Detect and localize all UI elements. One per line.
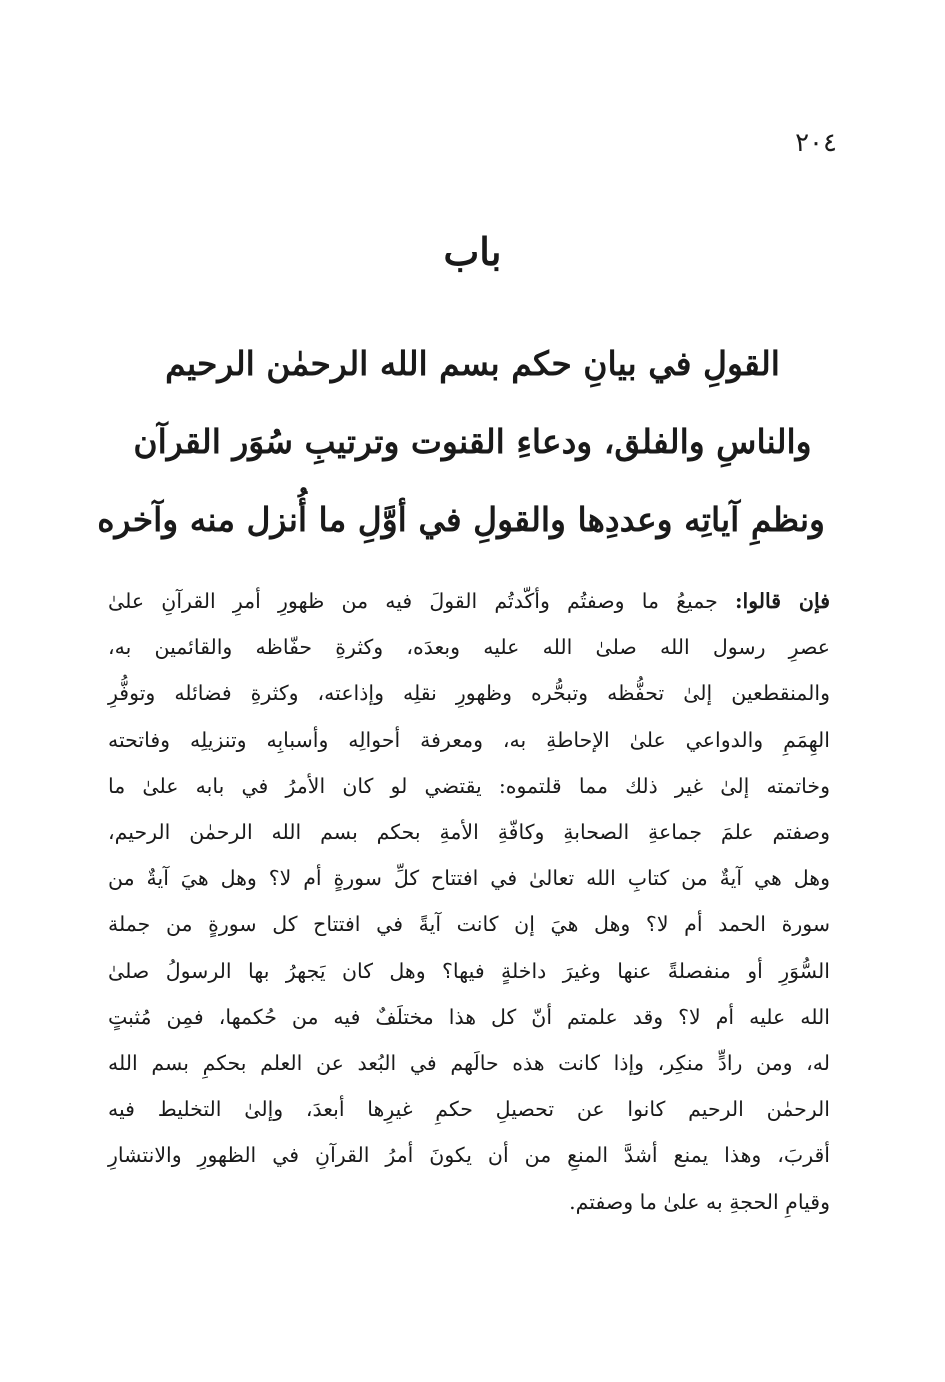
chapter-label: باب	[443, 229, 502, 274]
body-line: وهل هي آيةٌ من كتابِ الله تعالىٰ في افتتاح كلِّ سورةٍ أم لا؟ وهل هيَ آيةٌ من	[108, 866, 830, 891]
body-line-text: جميعُ ما وصفتُم وأكّدتُم القولَ فيه من ظهورِ أمرِ القرآنِ علىٰ	[108, 589, 735, 613]
body-line: السُّوَرِ أو منفصلةً عنها وغيرَ داخلةٍ فيها؟ وهل كان يَجهرُ بها الرسولُ صلىٰ	[108, 958, 830, 983]
chapter-title-line: والناسِ والفلق، ودعاءِ القنوت وترتيبِ سُوَر القرآن	[133, 422, 812, 461]
page-number: ٢٠٤	[795, 128, 837, 158]
body-line: وقيامِ الحجةِ به علىٰ ما وصفتم.	[569, 1189, 830, 1214]
chapter-title	[97, 325, 825, 559]
chapter-title-line: القولِ في بيانِ حكم بسم الله الرحمٰن الرحيم	[165, 344, 780, 383]
body-line: وصفتم علمَ جماعةِ الصحابةِ وكافّةِ الأمةِ بحكم بسم الله الرحمٰن الرحيم،	[108, 820, 830, 845]
chapter-title-line: ونظمِ آياتِه وعددِها والقولِ في أوَّلِ ما أُنزل منه وآخره	[97, 500, 825, 539]
body-line: الرحمٰن الرحيم كانوا عن تحصيلِ حكمِ غيرِها أبعدَ، وإلىٰ التخليط فيه	[108, 1097, 830, 1122]
body-line: الهِمَمِ والدواعي علىٰ الإحاطةِ به، ومعرفة أحوالِه وأسبابِه وتنزيلِه وفاتحته	[108, 727, 830, 752]
lead-phrase: فإن قالوا:	[734, 589, 831, 613]
body-paragraph	[108, 578, 830, 1225]
body-line: له، ومن رادٍّ منكِر، وإذا كانت هذه حالَهم في البُعد عن العلم بحكمِ بسم الله	[108, 1051, 830, 1076]
body-line: وخاتمته إلىٰ غير ذلك مما قلتموه: يقتضي لو كان الأمرُ في بابه علىٰ ما	[108, 773, 830, 798]
body-line: سورة الحمد أم لا؟ وهل هيَ إن كانت آيةً في افتتاح كل سورةٍ من جملة	[108, 912, 830, 937]
body-line: والمنقطعين إلىٰ تحفُّظه وتبحُّره وظهورِ نقلِه وإذاعته، وكثرةِ فضائله وتوفُّرِ	[108, 681, 830, 706]
body-line: الله عليه أم لا؟ وقد علمتم أنّ كل هذا مختلَفٌ فيه من حُكمها، فمِن مُثبتٍ	[108, 1004, 830, 1029]
body-line: عصرِ رسول الله صلىٰ الله عليه وبعدَه، وكثرةِ حفّاظه والقائمين به،	[108, 635, 830, 660]
body-line: أقربَ، وهذا يمنع أشدَّ المنعِ من أن يكونَ أمرُ القرآنِ في الظهورِ والانتشارِ	[108, 1143, 830, 1168]
body-line	[108, 578, 830, 624]
